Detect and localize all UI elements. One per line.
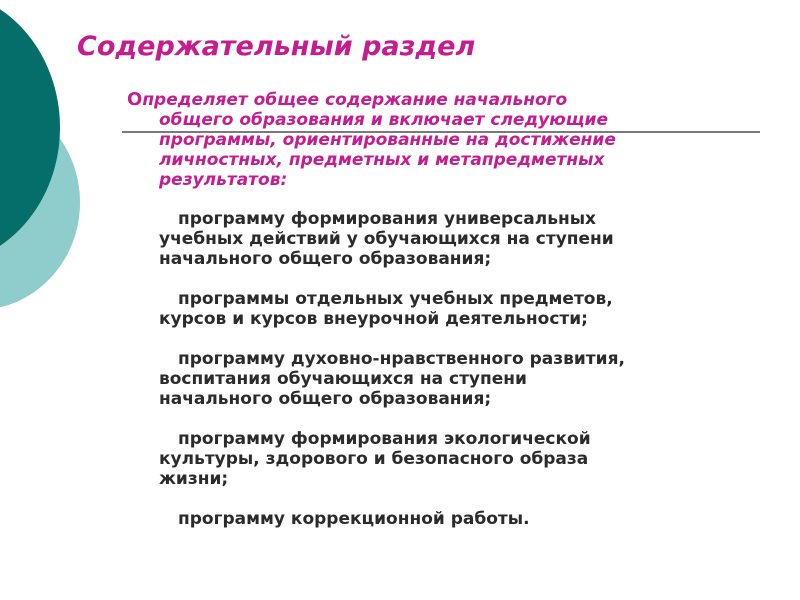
- intro-line: личностных, предметных и метапредметных: [159, 150, 605, 170]
- list-item-line: воспитания обучающихся на ступени: [159, 369, 527, 389]
- list-item: [159, 429, 769, 489]
- intro-line: общего образования и включает следующие: [159, 110, 608, 130]
- list-item-line: программу формирования универсальных: [178, 209, 597, 229]
- intro-line: результатов:: [159, 170, 288, 190]
- list-item-line: курсов и курсов внеурочной деятельности;: [159, 309, 588, 329]
- list-item-line: жизни;: [159, 469, 229, 489]
- intro-first-letter: О: [127, 89, 143, 110]
- list-item: [159, 289, 769, 329]
- list-item-line: начального общего образования;: [159, 249, 492, 269]
- intro-line: пределяет общее содержание начального: [142, 90, 568, 110]
- list-item: [159, 349, 769, 409]
- list-item-line: начального общего образования;: [159, 389, 492, 409]
- list-item-line: программу духовно-нравственного развития,: [178, 349, 625, 369]
- list-item: [159, 209, 769, 269]
- list-item-line: программу коррекционной работы.: [178, 509, 530, 529]
- list-item-line: программы отдельных учебных предметов,: [178, 289, 613, 309]
- intro-paragraph: [127, 90, 757, 190]
- slide-title: Содержательный раздел: [77, 31, 476, 62]
- list-item-line: программу формирования экологической: [178, 429, 591, 449]
- intro-line: программы, ориентированные на достижение: [159, 130, 616, 150]
- list-item: [159, 509, 769, 529]
- list-item-line: культуры, здорового и безопасного образа: [159, 449, 589, 469]
- program-list: [159, 209, 769, 549]
- list-item-line: учебных действий у обучающихся на ступени: [159, 229, 614, 249]
